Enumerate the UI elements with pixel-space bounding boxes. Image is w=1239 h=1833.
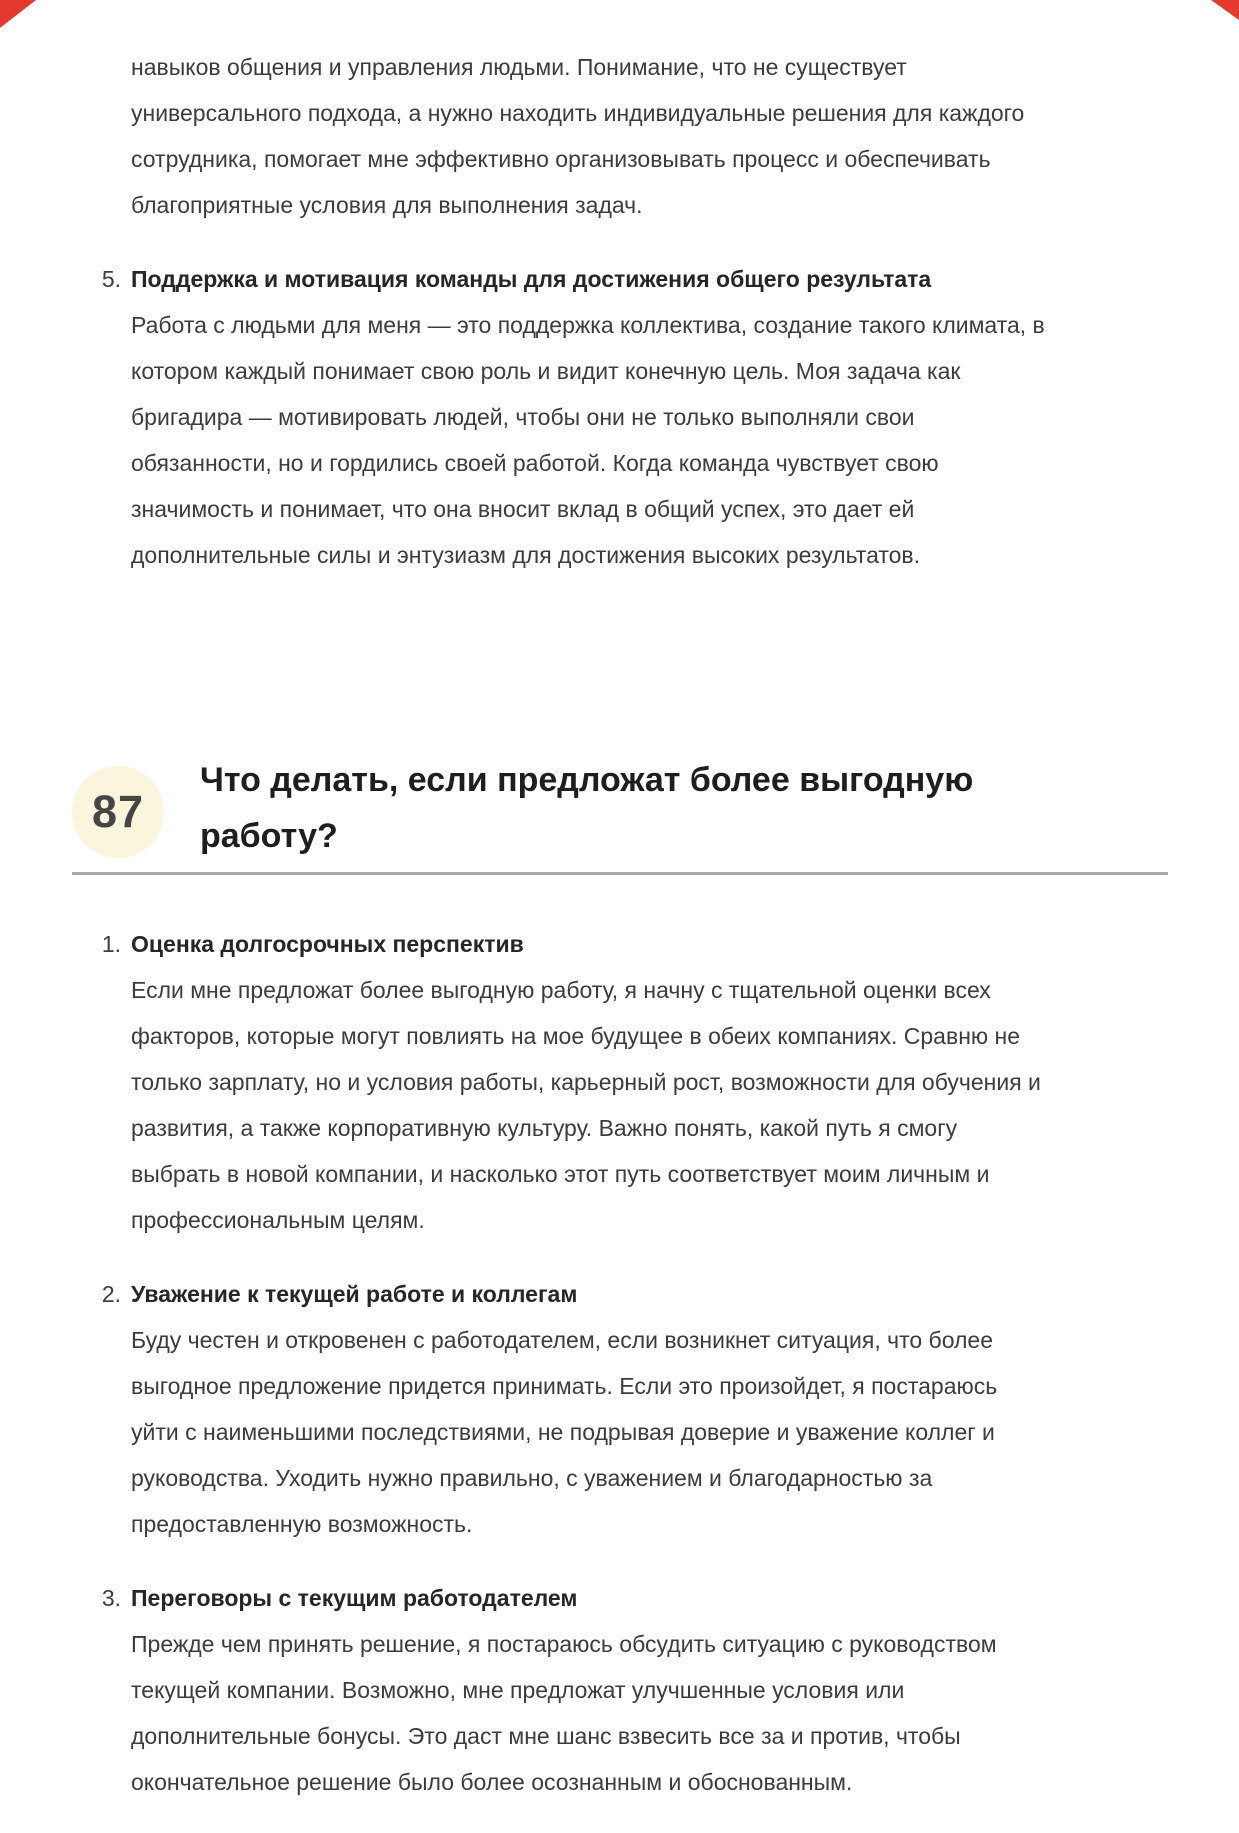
section-divider: [72, 872, 1168, 875]
list-item-content: [131, 1271, 1049, 1547]
list-item-1: [72, 921, 1168, 1243]
question-number: 87: [91, 786, 145, 837]
list-item-2: [72, 1271, 1168, 1547]
list-item-heading: Уважение к текущей работе и коллегам: [131, 1281, 578, 1307]
question-title-line-2: работу?: [200, 817, 338, 855]
question-number-badge: [72, 766, 164, 858]
list-item-body: Работа с людьми для меня — это поддержка коллектива, создание такого климата, в котором каждый понимает свою роль и видит конечную цель. Моя задача как бригадира — мотивировать людей, чтобы они не только выполняли свои обязанности, но и гордились своей работой. Когда команда чувствует свою значимость и понимает, что она вносит вклад в общий успех, это дает ей дополнительные силы и энтузиазм для достижения высоких результатов.: [131, 312, 1045, 568]
question-title-line-1: Что делать, если предложат более выгодную: [200, 761, 974, 799]
list-item-number: 5.: [101, 266, 121, 292]
list-item-number: 1.: [101, 931, 121, 957]
list-item-5: [72, 256, 1168, 578]
list-item-body: Буду честен и откровенен с работодателем, если возникнет ситуация, что более выгодное предложение придется принимать. Если это произойдет, я постараюсь уйти с наименьшими последствиями, не подрывая доверие и уважение коллег и руководства. Уходить нужно правильно, с уважением и благодарностью за предоставленную возможность.: [131, 1327, 998, 1537]
list-item-body: Прежде чем принять решение, я постараюсь обсудить ситуацию с руководством текущей компании. Возможно, мне предложат улучшенные условия или дополнительные бонусы. Это даст мне шанс взвесить все за и против, чтобы окончательное решение было более осознанным и обоснованным.: [131, 1631, 997, 1795]
list-item-number: 3.: [101, 1585, 121, 1611]
list-item-heading: Переговоры с текущим работодателем: [131, 1585, 578, 1611]
list-item-heading: Оценка долгосрочных перспектив: [131, 931, 524, 957]
list-item-content: [131, 256, 1049, 578]
red-corner-mark-top-left: [0, 0, 36, 28]
paragraph-continuation: навыков общения и управления людьми. Понимание, что не существует универсального подхода, а нужно находить индивидуальные решения для каждого сотрудника, помогает мне эффективно организовывать процесс и обеспечивать благоприятные условия для выполнения задач.: [131, 54, 1025, 218]
list-item-body: Если мне предложат более выгодную работу, я начну с тщательной оценки всех факторов, которые могут повлиять на мое будущее в обеих компаниях. Сравню не только зарплату, но и условия работы, карьерный рост, возможности для обучения и развития, а также корпоративную культуру. Важно понять, какой путь я смогу выбрать в новой компании, и насколько этот путь соответствует моим личным и профессиональным целям.: [131, 977, 1041, 1233]
question-title: [200, 750, 973, 864]
question-header: [72, 750, 1168, 864]
list-item-heading: Поддержка и мотивация команды для достижения общего результата: [131, 266, 932, 292]
answer-list: [72, 921, 1168, 1805]
document-page: [72, 0, 1168, 1805]
list-item-content: [131, 1575, 1049, 1805]
list-item-number: 2.: [101, 1281, 121, 1307]
list-item-3: [72, 1575, 1168, 1805]
red-corner-mark-top-right: [1211, 0, 1239, 20]
list-item-content: [131, 921, 1049, 1243]
